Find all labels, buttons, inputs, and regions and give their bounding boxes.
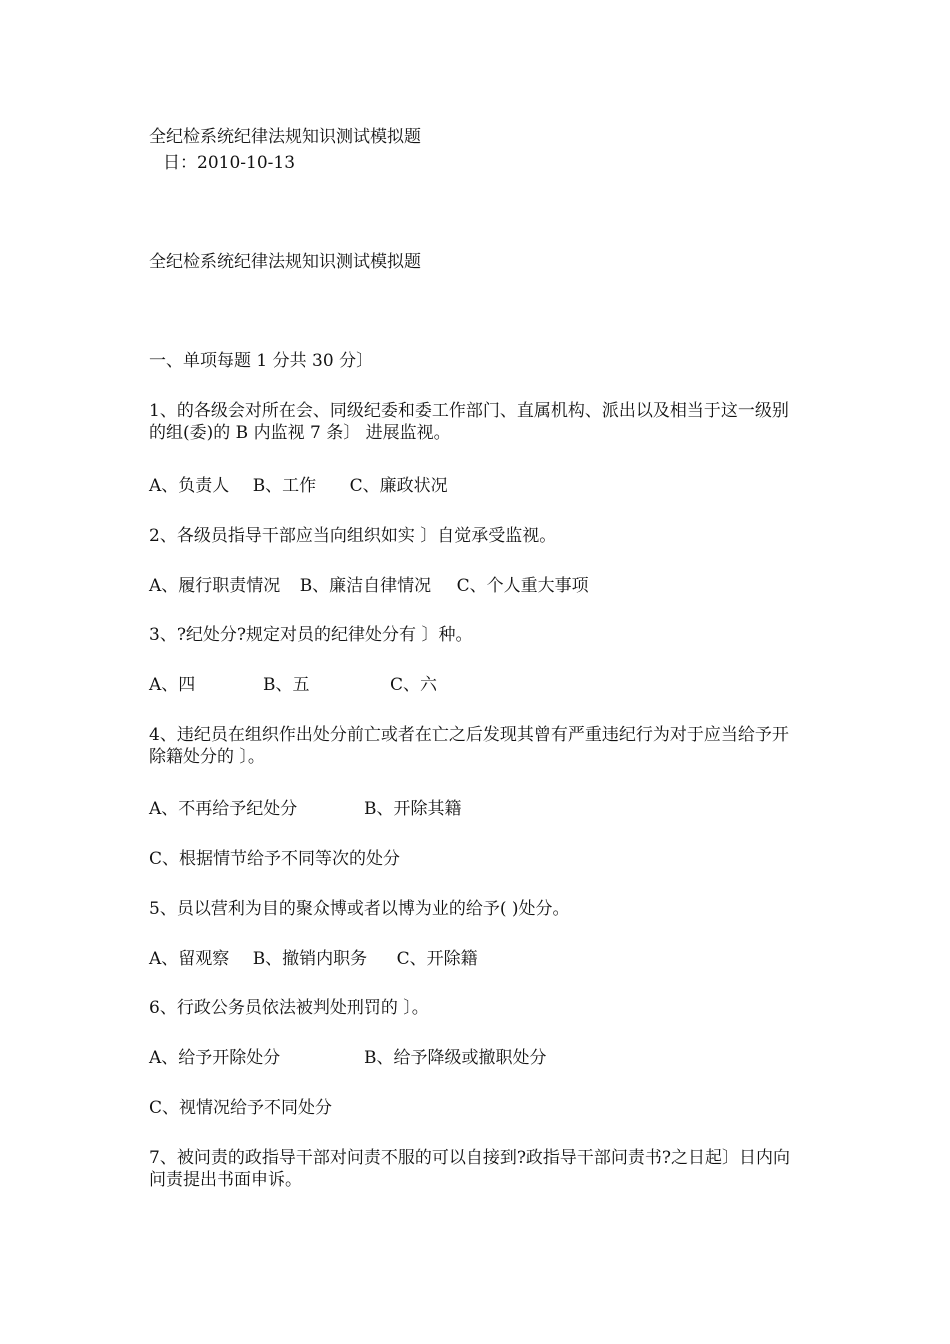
document-title: 全纪检系统纪律法规知识测试模拟题 <box>149 252 421 272</box>
question-3-options <box>149 674 437 696</box>
question-6-option-a: A、给予开除处分 <box>149 1048 281 1068</box>
question-7-stem: 7、被问责的政指导干部对问责不服的可以自接到?政指导干部问责书?之日起〕日内向问责提出书面申诉。 <box>149 1148 791 1190</box>
question-4-stem: 4、违纪员在组织作出处分前亡或者在亡之后发现其曾有严重违纪行为对于应当给予开除籍处分的 〕。 <box>149 725 789 767</box>
question-5-stem: 5、员以营利为目的聚众博或者以博为业的给予( )处分。 <box>149 899 570 919</box>
question-5-option-c: C、开除籍 <box>396 949 478 969</box>
question-3-stem: 3、?纪处分?规定对员的纪律处分有 〕种。 <box>149 625 473 645</box>
question-4-option-b: B、开除其籍 <box>364 799 462 819</box>
question-1-stem: 1、的各级会对所在会、同级纪委和委工作部门、直属机构、派出以及相当于这一级别的组(委)的 B 内监视 7 条〕 进展监视。 <box>149 401 789 443</box>
question-3-option-c: C、六 <box>390 675 438 695</box>
question-5-option-a: A、留观察 <box>149 949 230 969</box>
question-1-option-b: B、工作 <box>252 476 317 496</box>
question-4-option-a: A、不再给予纪处分 <box>149 799 298 819</box>
question-5-option-b: B、撤销内职务 <box>252 949 368 969</box>
question-1-option-c: C、廉政状况 <box>349 476 448 496</box>
section-heading: 一、单项每题 1 分共 30 分〕 <box>149 351 374 371</box>
question-1-options <box>149 475 448 497</box>
question-4-options <box>149 798 462 820</box>
question-2-option-b: B、廉洁自律情况 <box>299 576 432 596</box>
question-3-option-a: A、四 <box>149 675 196 695</box>
question-1-option-a: A、负责人 <box>149 476 230 496</box>
question-2-option-a: A、履行职责情况 <box>149 576 281 596</box>
question-3-option-b: B、五 <box>263 675 310 695</box>
question-6-option-b: B、给予降级或撤职处分 <box>364 1048 547 1068</box>
question-2-options <box>149 575 589 597</box>
question-6-options <box>149 1047 547 1069</box>
question-5-options <box>149 948 478 970</box>
question-6-stem: 6、行政公务员依法被判处刑罚的 〕。 <box>149 998 429 1018</box>
question-6-option-c: C、视情况给予不同处分 <box>149 1098 333 1118</box>
question-2-option-c: C、个人重大事项 <box>456 576 589 596</box>
question-2-stem: 2、各级员指导干部应当向组织如实 〕自觉承受监视。 <box>149 526 557 546</box>
header-title: 全纪检系统纪律法规知识测试模拟题 <box>149 127 421 147</box>
question-4-option-c: C、根据情节给予不同等次的处分 <box>149 849 401 869</box>
header-date: 日：2010-10-13 <box>163 153 296 173</box>
